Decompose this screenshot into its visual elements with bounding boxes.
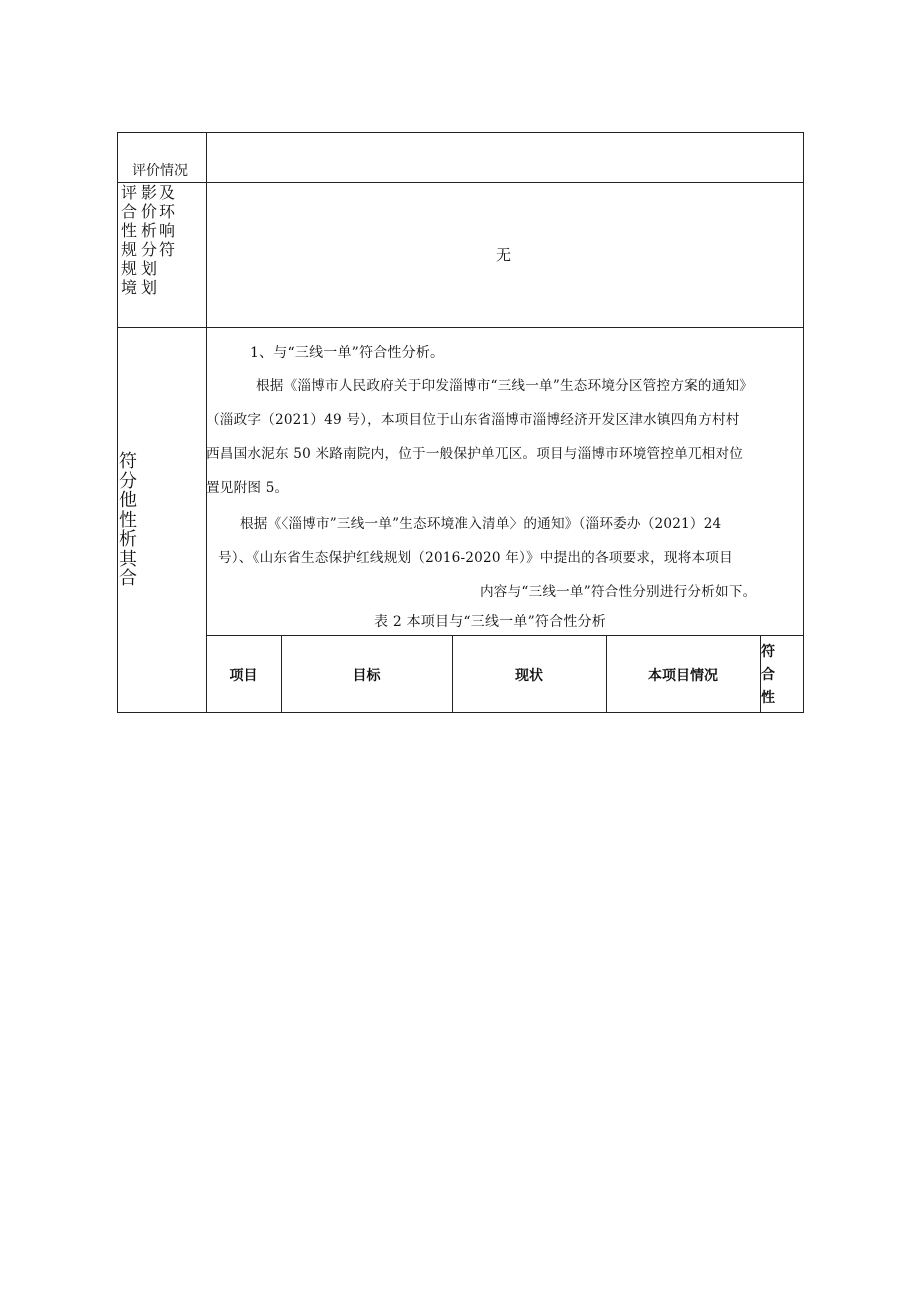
header-status: 现状 (515, 668, 543, 684)
header-project: 项目 (229, 668, 258, 684)
row-divider-2 (117, 327, 804, 328)
header-project-situation: 本项目情况 (648, 668, 718, 684)
p1-line1: 根据《淄博市人民政府关于印发淄博市“三线一单”生态环境分区管控方案的通知》 (256, 378, 754, 394)
p2-line1: 根据《〈淄博市”三线一单”生态环境准入清单〉的通知》（淄环委办（2021）24 (240, 516, 722, 532)
p1-line2: （淄政字（2021）49 号），本项目位于山东省淄博市淄博经济开发区津水镇四角方村村 (206, 412, 740, 428)
row2-content: 无 (496, 246, 512, 264)
row2-label-col3: 及环响符 (158, 183, 175, 259)
row2-label-col2: 影价析分划划 (140, 183, 157, 297)
row3-label: 符分他性析其合 (119, 451, 137, 589)
inner-table-top-border (206, 635, 804, 636)
p2-line2: 号）、《山东省生态保护红线规划（2016-2020 年）》中提出的各项要求，现将本项目 (218, 550, 733, 566)
row2-label-col1: 评合性规规境 (120, 183, 137, 297)
p1-line3: 西昌国水泥东 50 米路南院内，位于一般保护单兀区。项目与淄博市环境管控单兀相对位 (206, 446, 744, 462)
p1-line4: 置见附图 5。 (206, 480, 289, 496)
row1-label: 评价情况 (132, 163, 188, 179)
header-target: 目标 (352, 668, 381, 684)
p2-line3: 内容与“三线一单”符合性分别进行分析如下。 (480, 584, 757, 600)
section-heading: 1、与“三线一单”符合性分析。 (250, 345, 445, 361)
row-divider-1 (117, 182, 804, 183)
header-compliance: 符合性 (761, 644, 775, 706)
table-caption: 表 2 本项目与“三线一单”符合性分析 (374, 614, 606, 630)
